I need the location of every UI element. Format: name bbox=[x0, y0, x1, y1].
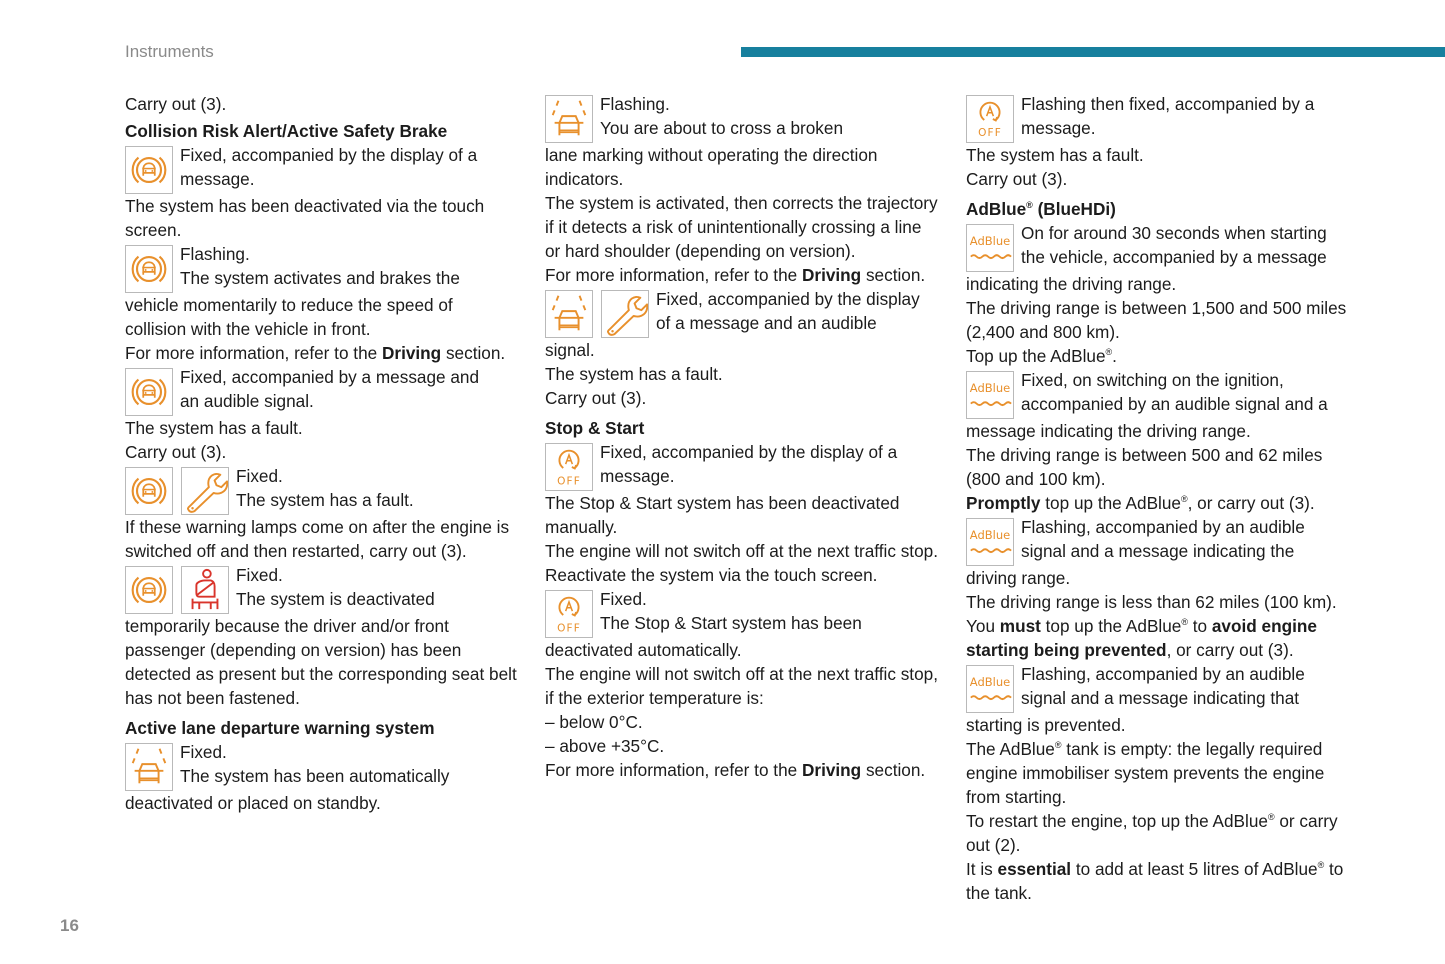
paragraph: deactivated or placed on standby. bbox=[125, 793, 381, 813]
list-item: – below 0°C. bbox=[545, 712, 643, 732]
paragraph: The AdBlue® tank is empty: the legally required engine immobiliser system prevents the engine from starting. bbox=[966, 739, 1325, 807]
collision-risk-warning-icon bbox=[125, 245, 173, 293]
entry-line: Fixed, accompanied by the display of a bbox=[180, 145, 478, 165]
warning-entry bbox=[545, 92, 940, 143]
stop-start-off-icon bbox=[545, 443, 593, 491]
warning-entry bbox=[125, 740, 517, 791]
paragraph: Top up the AdBlue®. bbox=[966, 346, 1117, 366]
paragraph: Reactivate the system via the touch screen. bbox=[545, 565, 878, 585]
warning-entry bbox=[966, 92, 1361, 143]
paragraph: starting is prevented. bbox=[966, 715, 1126, 735]
paragraph: The system has a fault. bbox=[545, 364, 723, 384]
paragraph: lane marking without operating the direction indicators. bbox=[545, 145, 878, 189]
entry-line: Fixed, accompanied by the display of a bbox=[600, 442, 898, 462]
entry-line: Fixed. bbox=[180, 742, 227, 762]
entry-line: The system activates and brakes the bbox=[180, 268, 460, 288]
paragraph: The system has a fault. bbox=[966, 145, 1144, 165]
entry-line: Flashing, accompanied by an audible bbox=[1021, 517, 1305, 537]
entry-line: signal and a message indicating that bbox=[1021, 688, 1300, 708]
entry-line: the vehicle, accompanied by a message bbox=[1021, 247, 1327, 267]
entry-line: Fixed, accompanied by a message and bbox=[180, 367, 480, 387]
warning-entry bbox=[966, 221, 1361, 272]
paragraph: deactivated automatically. bbox=[545, 640, 742, 660]
warning-entry bbox=[125, 464, 517, 515]
lane-departure-icon bbox=[545, 290, 593, 338]
paragraph: If these warning lamps come on after the engine is switched off and then restarted, carry out (3). bbox=[125, 517, 510, 561]
column-2 bbox=[545, 92, 940, 782]
paragraph: message indicating the driving range. bbox=[966, 421, 1251, 441]
warning-entry bbox=[545, 287, 940, 338]
seatbelt-icon bbox=[181, 566, 229, 614]
adblue-icon bbox=[966, 665, 1014, 713]
warning-entry bbox=[545, 440, 940, 491]
warning-entry bbox=[966, 515, 1361, 566]
lane-departure-icon bbox=[125, 743, 173, 791]
warning-entry bbox=[125, 242, 517, 293]
warning-entry bbox=[125, 563, 517, 614]
paragraph: It is essential to add at least 5 litres of AdBlue® to the tank. bbox=[966, 859, 1344, 903]
wrench-icon bbox=[601, 290, 649, 338]
paragraph: The system has been deactivated via the touch screen. bbox=[125, 196, 485, 240]
entry-line: Flashing, accompanied by an audible bbox=[1021, 664, 1305, 684]
paragraph: The Stop & Start system has been deactivated manually. bbox=[545, 493, 900, 537]
paragraph: The system is activated, then corrects the trajectory if it detects a risk of unintentionally crossing a line or hard shoulder (depending on version). bbox=[545, 193, 938, 261]
warning-entry bbox=[966, 662, 1361, 713]
entry-line: Flashing. bbox=[600, 94, 670, 114]
heading-collision-risk: Collision Risk Alert/Active Safety Brake bbox=[125, 121, 448, 141]
warning-entry bbox=[966, 368, 1361, 419]
entry-line: message. bbox=[180, 169, 255, 189]
entry-line: Fixed. bbox=[236, 466, 283, 486]
paragraph: signal. bbox=[545, 340, 595, 360]
adblue-icon bbox=[966, 518, 1014, 566]
adblue-icon-label: AdBlue bbox=[969, 234, 1011, 248]
wrench-icon bbox=[181, 467, 229, 515]
entry-line: The system has been automatically bbox=[180, 766, 450, 786]
paragraph: The driving range is between 500 and 62 miles (800 and 100 km). bbox=[966, 445, 1323, 489]
column-1 bbox=[125, 92, 517, 815]
heading-adblue: AdBlue® (BlueHDi) bbox=[966, 199, 1116, 219]
entry-line: Flashing. bbox=[180, 244, 250, 264]
paragraph: Carry out (3). bbox=[125, 94, 227, 114]
section-title: Instruments bbox=[125, 42, 214, 61]
stop-start-off-icon bbox=[966, 95, 1014, 143]
collision-risk-warning-icon bbox=[125, 566, 173, 614]
entry-line: Flashing then fixed, accompanied by a bbox=[1021, 94, 1315, 114]
column-3 bbox=[966, 92, 1361, 905]
stop-start-off-icon bbox=[545, 590, 593, 638]
paragraph: Carry out (3). bbox=[545, 388, 647, 408]
entry-line: Fixed. bbox=[236, 565, 283, 585]
entry-line: message. bbox=[600, 466, 675, 486]
warning-entry bbox=[125, 143, 517, 194]
entry-line: message. bbox=[1021, 118, 1096, 138]
entry-line: accompanied by an audible signal and a bbox=[1021, 394, 1328, 414]
driving-reference: For more information, refer to the Driving section. bbox=[545, 265, 926, 285]
entry-line: Fixed, on switching on the ignition, bbox=[1021, 370, 1284, 390]
collision-risk-warning-icon bbox=[125, 467, 173, 515]
entry-line: The Stop & Start system has been bbox=[600, 613, 862, 633]
warning-entry bbox=[545, 587, 940, 638]
warning-entry bbox=[125, 365, 517, 416]
paragraph: The engine will not switch off at the next traffic stop. bbox=[545, 541, 938, 561]
paragraph: indicating the driving range. bbox=[966, 274, 1177, 294]
driving-reference: For more information, refer to the Driving section. bbox=[545, 760, 926, 780]
paragraph: driving range. bbox=[966, 568, 1071, 588]
paragraph: You must top up the AdBlue® to avoid engine starting being prevented, or carry out (3). bbox=[966, 616, 1317, 660]
driving-reference: For more information, refer to the Driving section. bbox=[125, 343, 506, 363]
entry-line: of a message and an audible bbox=[656, 313, 877, 333]
paragraph: The system has a fault. bbox=[125, 418, 303, 438]
paragraph: Promptly top up the AdBlue®, or carry out (3). bbox=[966, 493, 1315, 513]
adblue-icon-label: AdBlue bbox=[969, 381, 1011, 395]
header-accent-bar bbox=[741, 47, 1445, 57]
paragraph: vehicle momentarily to reduce the speed of collision with the vehicle in front. bbox=[125, 295, 453, 339]
entry-line: signal and a message indicating the bbox=[1021, 541, 1295, 561]
paragraph: The engine will not switch off at the next traffic stop, if the exterior temperature is: bbox=[545, 664, 938, 708]
collision-risk-warning-icon bbox=[125, 368, 173, 416]
adblue-icon bbox=[966, 371, 1014, 419]
paragraph: Carry out (3). bbox=[966, 169, 1068, 189]
heading-stop-start: Stop & Start bbox=[545, 418, 645, 438]
heading-lane-departure: Active lane departure warning system bbox=[125, 718, 435, 738]
lane-departure-icon bbox=[545, 95, 593, 143]
entry-line: You are about to cross a broken bbox=[600, 118, 844, 138]
entry-line: an audible signal. bbox=[180, 391, 314, 411]
entry-line: On for around 30 seconds when starting bbox=[1021, 223, 1327, 243]
paragraph: temporarily because the driver and/or front passenger (depending on version) has been detected as present but the corresponding seat belt has not been fastened. bbox=[125, 616, 517, 708]
entry-line: The system has a fault. bbox=[236, 490, 414, 510]
collision-risk-warning-icon bbox=[125, 146, 173, 194]
paragraph: To restart the engine, top up the AdBlue® or carry out (2). bbox=[966, 811, 1338, 855]
paragraph: The driving range is between 1,500 and 500 miles (2,400 and 800 km). bbox=[966, 298, 1347, 342]
adblue-icon bbox=[966, 224, 1014, 272]
page-number: 16 bbox=[60, 916, 79, 935]
entry-line: Fixed, accompanied by the display bbox=[656, 289, 920, 309]
entry-line: Fixed. bbox=[600, 589, 647, 609]
adblue-icon-label: AdBlue bbox=[969, 528, 1011, 542]
paragraph: Carry out (3). bbox=[125, 442, 227, 462]
list-item: – above +35°C. bbox=[545, 736, 665, 756]
adblue-icon-label: AdBlue bbox=[969, 675, 1011, 689]
paragraph: The driving range is less than 62 miles (100 km). bbox=[966, 592, 1337, 612]
entry-line: The system is deactivated bbox=[236, 589, 435, 609]
